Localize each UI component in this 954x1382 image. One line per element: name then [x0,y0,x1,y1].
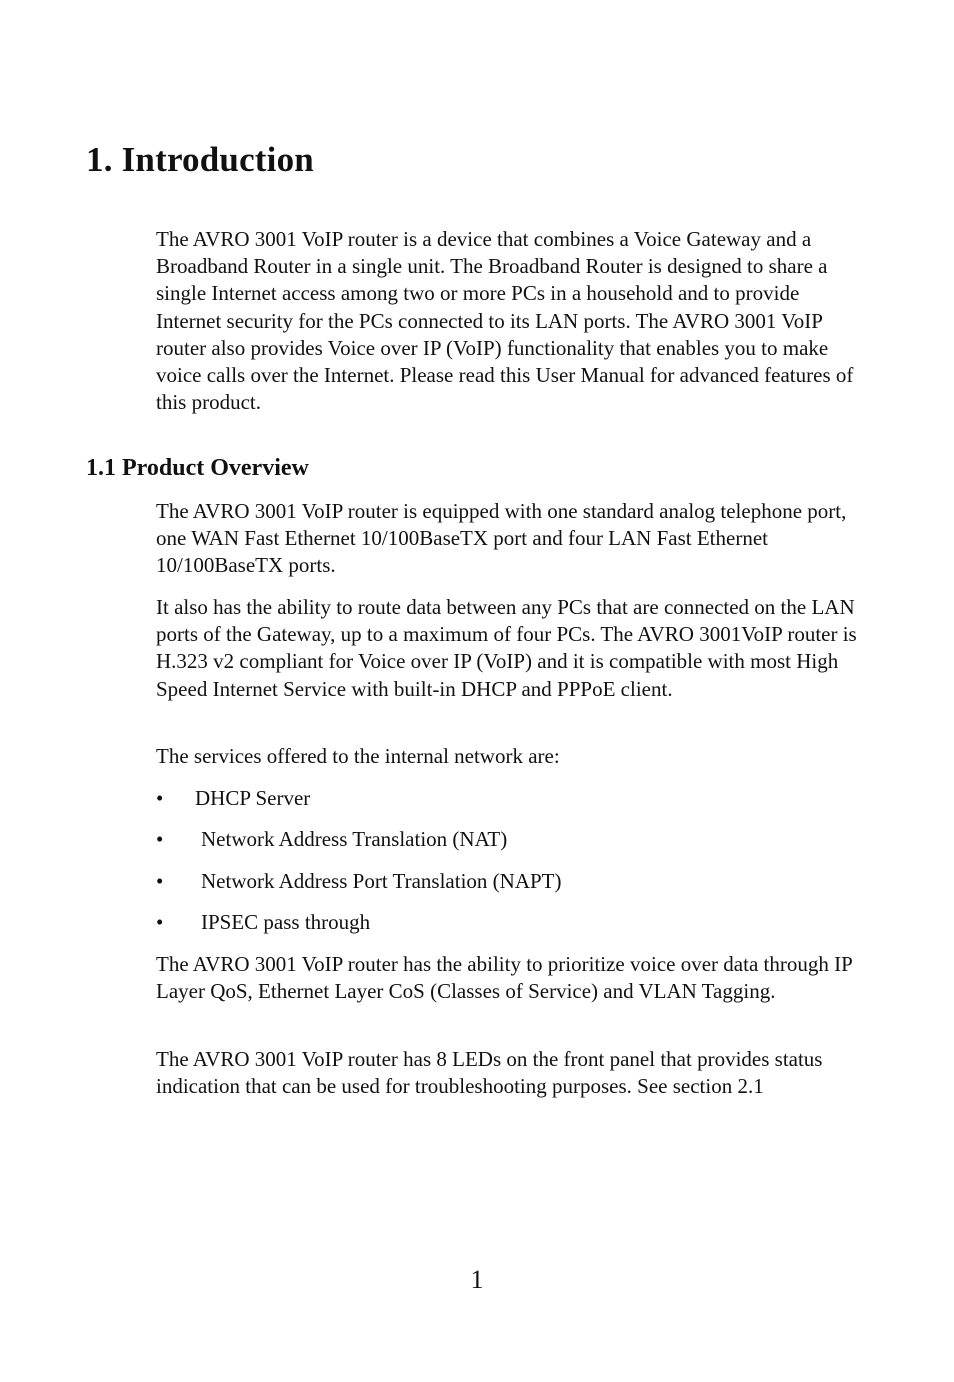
bullet-icon: • [156,910,164,934]
chapter-title: 1. Introduction [86,140,314,179]
qos-paragraph: The AVRO 3001 VoIP router has the ability to prioritize voice over data through IP Layer QoS, Ethernet Layer CoS (Classes of Service) and VLAN Tagging. [156,952,852,1004]
list-item-text: IPSEC pass through [201,910,371,934]
services-intro-paragraph: The services offered to the internal network are: [156,744,560,768]
leds-paragraph: The AVRO 3001 VoIP router has 8 LEDs on the front panel that provides status indication that can be used for troubleshooting purposes. See section 2.1 [156,1047,823,1099]
page-number: 1 [470,1265,484,1294]
overview-paragraph-routing: It also has the ability to route data between any PCs that are connected on the LAN ports of the Gateway, up to a maximum of four PCs. The AVRO 3001VoIP router is H.323 v2 compliant for Voice over IP (VoIP) and it is compatible with most High Speed Internet Service with built-in DHCP and PPPoE client. [156,595,857,701]
list-item-text: DHCP Server [195,786,311,810]
overview-paragraph-ports: The AVRO 3001 VoIP router is equipped with one standard analog telephone port, one WAN Fast Ethernet 10/100BaseTX port and four LAN Fast Ethernet 10/100BaseTX ports. [156,499,847,578]
bullet-icon: • [156,786,164,810]
bullet-icon: • [156,827,164,851]
bullet-icon: • [156,869,164,893]
list-item-text: Network Address Port Translation (NAPT) [201,869,562,893]
section-title: 1.1 Product Overview [86,455,309,481]
intro-paragraph: The AVRO 3001 VoIP router is a device that combines a Voice Gateway and a Broadband Router in a single unit. The Broadband Router is designed to share a single Internet access among two or more PCs in a household and to provide Internet security for the PCs connected to its LAN ports. The AVRO 3001 VoIP router also provides Voice over IP (VoIP) functionality that enables you to make voice calls over the Internet. Please read this User Manual for advanced features of this product. [156,227,854,415]
list-item-text: Network Address Translation (NAT) [201,827,508,851]
